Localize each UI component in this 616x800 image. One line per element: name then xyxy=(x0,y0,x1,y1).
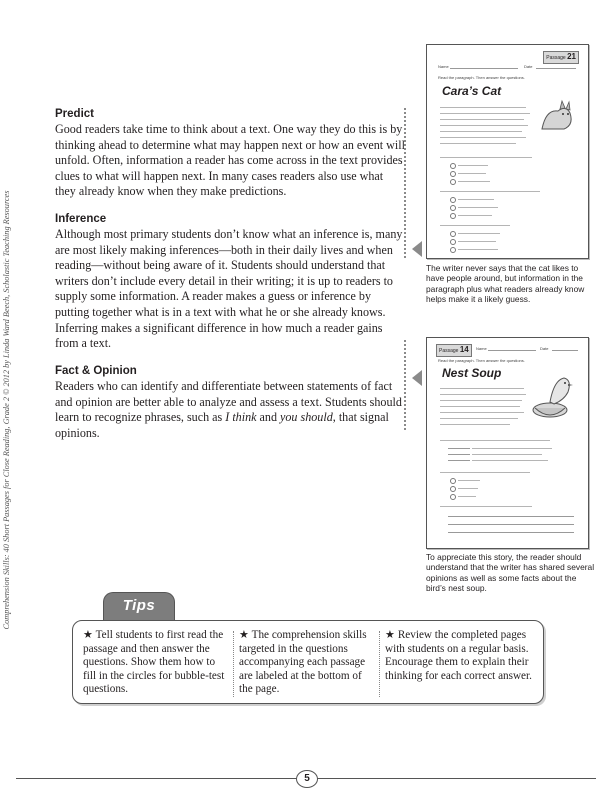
body-line xyxy=(440,406,520,407)
question-line xyxy=(440,506,532,507)
answer-line xyxy=(458,496,476,497)
date-label: Date xyxy=(524,64,533,69)
answer-blank xyxy=(448,460,470,461)
date-line xyxy=(552,350,578,351)
write-line xyxy=(448,524,574,525)
question-line xyxy=(440,157,532,158)
answer-line xyxy=(458,215,492,216)
name-line xyxy=(450,68,518,69)
tip-divider xyxy=(379,631,380,697)
section-body xyxy=(55,379,405,441)
passage-word: Passage xyxy=(546,55,566,61)
date-line xyxy=(536,68,576,69)
body-line xyxy=(440,137,526,138)
body-line xyxy=(440,400,522,401)
tip-item: ★ The comprehension skills targeted in the questions accompanying each passage are labeled at the bottom of the page. xyxy=(239,629,367,696)
answer-bubble xyxy=(450,163,456,169)
bird-nest-illustration-icon xyxy=(530,370,574,420)
answer-line xyxy=(458,165,488,166)
answer-line xyxy=(458,488,478,489)
answer-line xyxy=(458,181,490,182)
write-line xyxy=(448,532,574,533)
body-line xyxy=(440,125,528,126)
thumbnail-caption: The writer never says that the cat likes to have people around, but information in the paragraph plus what readers already know helps make it a likely guess. xyxy=(426,263,585,305)
answer-line xyxy=(472,460,548,461)
body-text: , that signal opinions. xyxy=(55,410,389,440)
section-title: Fact & Opinion xyxy=(55,365,137,377)
section-predict xyxy=(55,108,405,200)
passage-word: Passage xyxy=(439,348,459,354)
passage-tag xyxy=(543,51,579,64)
pointer-arrow-icon xyxy=(412,241,422,257)
dotted-connector xyxy=(404,340,406,430)
question-line xyxy=(440,440,550,441)
answer-line xyxy=(458,249,498,250)
body-line xyxy=(440,119,524,120)
answer-bubble xyxy=(450,494,456,500)
section-body: Good readers take time to think about a text. One way they do this is by thinking ahead to determine what may happen next or how an event will unfold. Often, information a reader has come across in the text provides clues to what will happen next. In many cases readers also use what they already know when they make predictions. xyxy=(55,122,405,199)
body-line xyxy=(440,107,526,108)
answer-bubble xyxy=(450,239,456,245)
passage-title: Nest Soup xyxy=(442,366,502,380)
answer-bubble xyxy=(450,205,456,211)
body-line xyxy=(440,131,522,132)
passage-number: 21 xyxy=(567,52,576,61)
answer-line xyxy=(458,233,500,234)
page-number: 5 xyxy=(296,770,318,788)
emphasis-text: I think xyxy=(225,410,257,425)
passage-number: 14 xyxy=(459,345,469,354)
answer-bubble xyxy=(450,197,456,203)
passage-tag xyxy=(436,344,472,357)
answer-line xyxy=(472,448,552,449)
answer-line xyxy=(458,207,498,208)
side-credit: Comprehension Skills: 40 Short Passages for Close Reading, Grade 2 © 2012 by Linda Ward Beech, Scholastic Teaching Resources xyxy=(2,190,11,630)
section-body: Although most primary students don’t know what an inference is, many are most likely making inferences—both in their daily lives and when reading—without being aware of it. Students should understand that writers don’t include every detail in their writing; it is up to readers to supply some information. A reader makes a guess or inference by putting together what is in a text with what he or she already knows. Inferring makes a significant difference in how much a reader gains from a text. xyxy=(55,227,403,351)
answer-bubble xyxy=(450,213,456,219)
passage-thumbnail-cat xyxy=(426,44,589,259)
body-line xyxy=(440,424,510,425)
passage-title: Cara’s Cat xyxy=(442,84,502,98)
answer-bubble xyxy=(450,231,456,237)
write-line xyxy=(448,516,574,517)
tip-item: ★ Review the completed pages with students on a regular basis. Encourage them to explain their thinking for each correct answer. xyxy=(385,629,532,682)
answer-line xyxy=(472,454,542,455)
answer-bubble xyxy=(450,247,456,253)
page-footer xyxy=(0,770,616,786)
name-label: Name xyxy=(476,346,487,351)
body-text: Readers who can identify and differentiate between statements of fact and opinion are better able to analyze and assess a text. Students should learn to recognize phrases, such as xyxy=(55,379,402,425)
section-title: Inference xyxy=(55,213,107,225)
question-line xyxy=(440,191,540,192)
name-label: Name xyxy=(438,64,449,69)
dotted-connector xyxy=(404,108,406,258)
section-title: Predict xyxy=(55,108,94,120)
body-line xyxy=(440,113,530,114)
date-label: Date xyxy=(540,346,549,351)
instruction: Read the paragraph. Then answer the questions. xyxy=(438,75,525,80)
body-line xyxy=(440,418,518,419)
cat-illustration-icon xyxy=(536,95,576,135)
tips-box xyxy=(72,620,544,704)
tip-item: ★ Tell students to first read the passage and then answer the questions. Show them how to fill in the circles for bubble-test questions. xyxy=(83,629,225,696)
body-line xyxy=(440,394,526,395)
answer-line xyxy=(458,199,494,200)
thumbnail-caption: To appreciate this story, the reader should understand that the writer has shared several opinions as well as some facts about the bird’s nest soup. xyxy=(426,552,595,594)
section-inference xyxy=(55,213,405,352)
section-fact-opinion xyxy=(55,365,405,441)
answer-bubble xyxy=(450,171,456,177)
answer-line xyxy=(458,241,496,242)
answer-blank xyxy=(448,448,470,449)
passage-thumbnail-soup xyxy=(426,337,589,549)
name-line xyxy=(488,350,536,351)
tip-divider xyxy=(233,631,234,697)
tips-label: Tips xyxy=(122,597,156,614)
tips-tab xyxy=(103,592,175,623)
emphasis-text: you should xyxy=(280,410,333,425)
body-line xyxy=(440,143,516,144)
answer-bubble xyxy=(450,486,456,492)
answer-blank xyxy=(448,454,470,455)
question-line xyxy=(440,472,530,473)
answer-line xyxy=(458,480,480,481)
body-line xyxy=(440,412,524,413)
body-line xyxy=(440,388,524,389)
answer-bubble xyxy=(450,179,456,185)
question-line xyxy=(440,225,510,226)
answer-line xyxy=(458,173,486,174)
answer-bubble xyxy=(450,478,456,484)
instruction: Read the paragraph. Then answer the questions. xyxy=(438,358,525,363)
pointer-arrow-icon xyxy=(412,370,422,386)
body-text: and xyxy=(256,410,281,425)
